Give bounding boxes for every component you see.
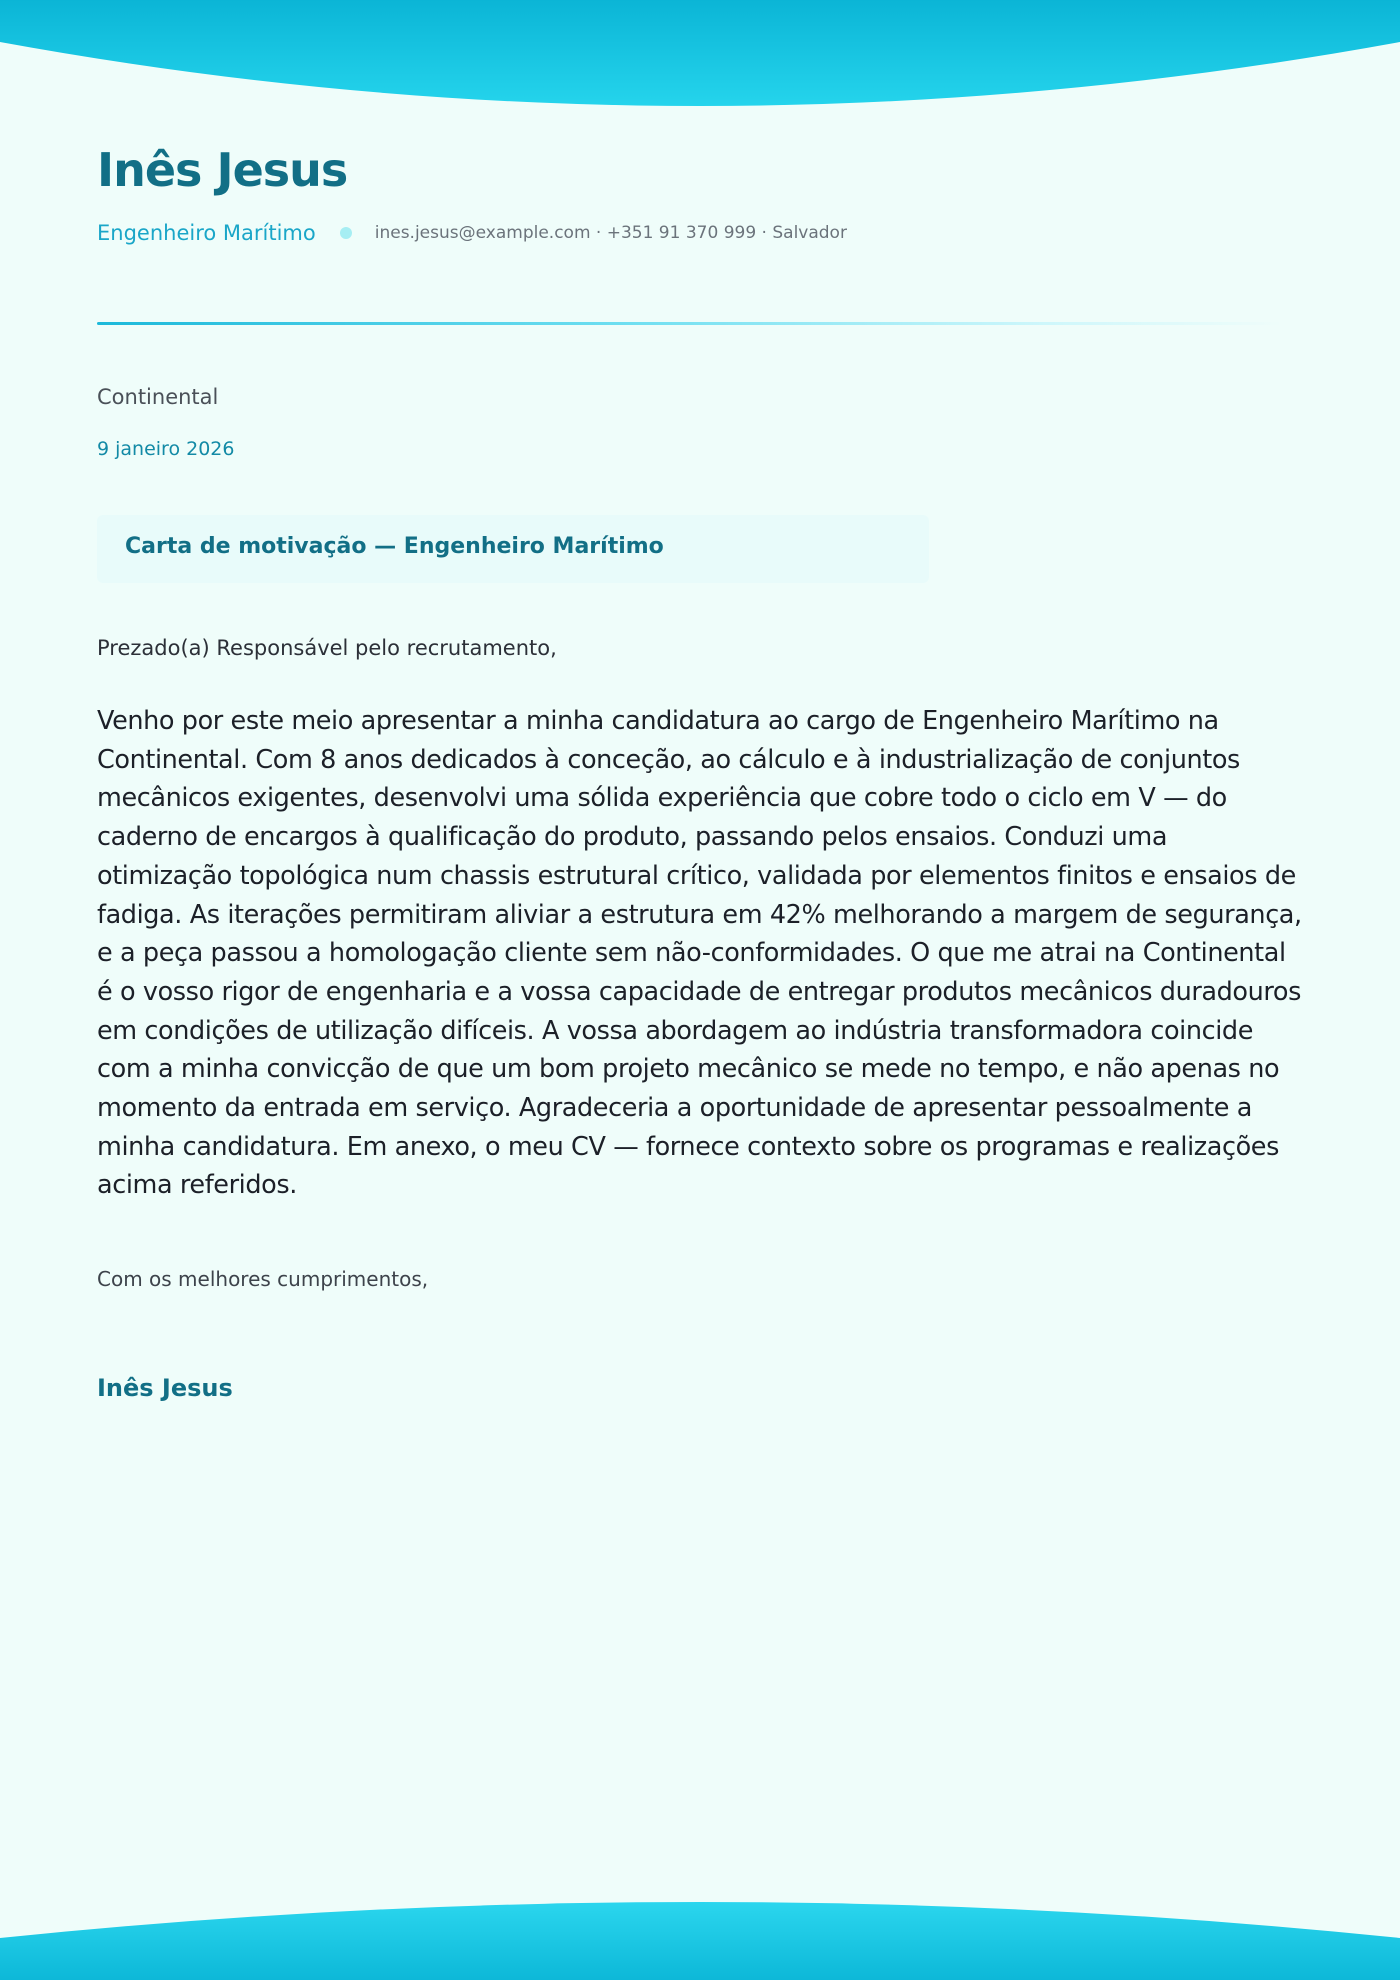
- letter-subject: Carta de motivação — Engenheiro Marítimo: [125, 534, 664, 559]
- letter-body: Venho por este meio apresentar a minha candidatura ao cargo de Engenheiro Marítimo na Continental. Com 8 anos dedicados à conceção, ao cálculo e à industrialização de conjuntos mecânicos exigentes, desenvolvi uma sólida experiência que cobre todo o ciclo em V — do caderno de encargos à qualificação do produto, passando pelos ensaios. Conduzi uma otimização topológica num chassis estrutural crítico, validada por elementos finitos e ensaios de fadiga. As iterações permitiram aliviar a estrutura em 42% melhorando a margem de segurança, e a peça passou a homologação cliente sem não-conformidades. O que me atrai na Continental é o vosso rigor de engenharia e a vossa capacidade de entregar produtos mecânicos duradouros em condições de utilização difíceis. A vossa abordagem ao indústria transformadora coincide com a minha convicção de que um bom projeto mecânico se mede no tempo, e não apenas no momento da entrada em serviço. Agradeceria a oportunidade de apresentar pessoalmente a minha candidatura. Em anexo, o meu CV — fornece contexto sobre os programas e realizações acima referidos.: [97, 706, 1302, 1201]
- header-divider: [97, 322, 1282, 325]
- top-wave-decoration: [0, 0, 1400, 110]
- contact-info: ines.jesus@example.com · +351 91 370 999 · Salvador: [374, 223, 847, 243]
- letter-closing: Com os melhores cumprimentos,: [97, 1267, 429, 1291]
- bottom-wave-decoration: [0, 1900, 1400, 1980]
- signature: Inês Jesus: [97, 1374, 233, 1402]
- letter-date: 9 janeiro 2026: [97, 438, 235, 460]
- recipient-company: Continental: [97, 385, 219, 409]
- sender-name: Inês Jesus: [97, 143, 348, 197]
- job-title: Engenheiro Marítimo: [97, 221, 316, 245]
- header-subline: [97, 221, 847, 245]
- letter-greeting: Prezado(a) Responsável pelo recrutamento,: [97, 636, 557, 660]
- separator-dot: [340, 227, 352, 239]
